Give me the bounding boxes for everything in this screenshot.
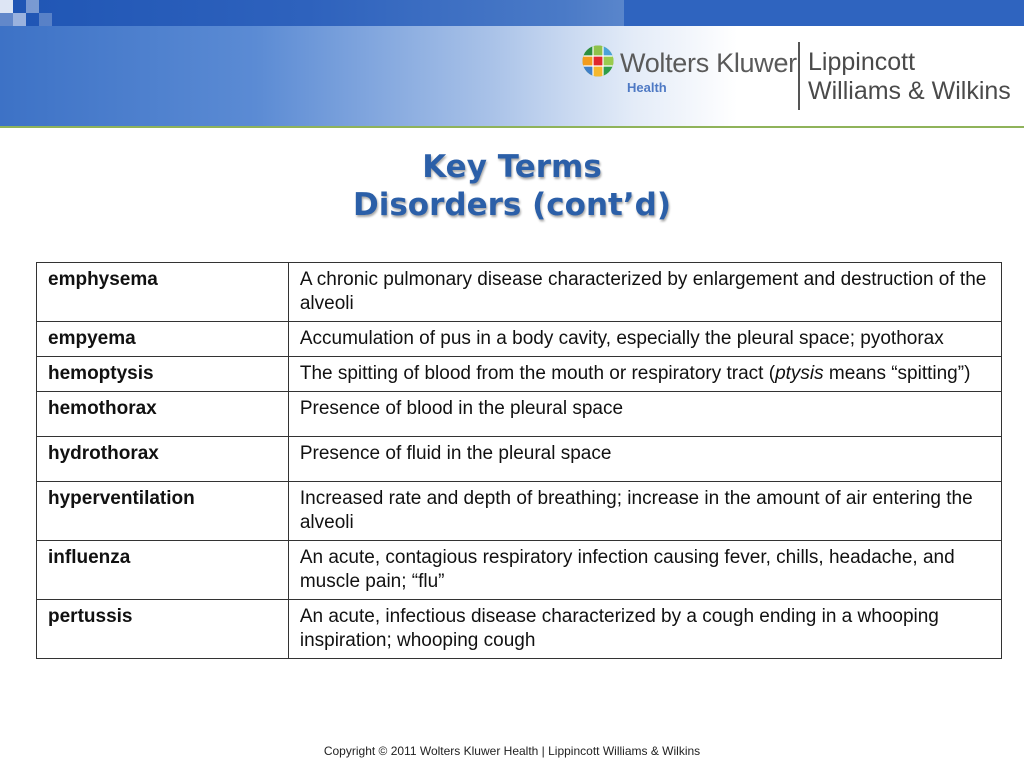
definition-cell: A chronic pulmonary disease characterized by enlargement and destruction of the alveoli xyxy=(288,263,1001,322)
decorative-square xyxy=(0,13,13,26)
term-cell: empyema xyxy=(37,322,289,357)
term-cell: emphysema xyxy=(37,263,289,322)
definition-italic-text: ptysis xyxy=(775,363,824,384)
definition-text: means “spitting”) xyxy=(823,363,971,384)
copyright-footer: Copyright © 2011 Wolters Kluwer Health | Lippincott Williams & Wilkins xyxy=(323,744,701,758)
definition-cell: An acute, contagious respiratory infection causing fever, chills, headache, and muscle pain; “flu” xyxy=(288,541,1001,600)
division-name: Health xyxy=(627,80,667,95)
table-row xyxy=(37,600,1002,659)
imprint-name xyxy=(808,48,1011,106)
logo-divider xyxy=(798,42,800,110)
table-row xyxy=(37,357,1002,392)
term-cell: hydrothorax xyxy=(37,437,289,482)
decorative-square xyxy=(39,13,52,26)
definition-cell: Accumulation of pus in a body cavity, especially the pleural space; pyothorax xyxy=(288,322,1001,357)
table-row xyxy=(37,392,1002,437)
header-banner xyxy=(0,0,1024,128)
table-row xyxy=(37,263,1002,322)
term-cell: influenza xyxy=(37,541,289,600)
header-divider-line xyxy=(0,126,1024,128)
decorative-square xyxy=(0,0,13,13)
table-row xyxy=(37,482,1002,541)
term-cell: hemoptysis xyxy=(37,357,289,392)
header-top-stripe-right xyxy=(624,0,1024,26)
table-row xyxy=(37,541,1002,600)
definition-cell: An acute, infectious disease characterized by a cough ending in a whooping inspiration; whooping cough xyxy=(288,600,1001,659)
definition-cell xyxy=(288,357,1001,392)
definition-cell: Presence of fluid in the pleural space xyxy=(288,437,1001,482)
definition-cell: Increased rate and depth of breathing; increase in the amount of air entering the alveoli xyxy=(288,482,1001,541)
imprint-line-2: Williams & Wilkins xyxy=(808,77,1011,105)
decorative-square xyxy=(26,0,39,13)
definition-text: The spitting of blood from the mouth or respiratory tract ( xyxy=(299,363,776,384)
imprint-line-1: Lippincott xyxy=(808,48,916,76)
key-terms-table xyxy=(36,262,1002,659)
table-row xyxy=(37,437,1002,482)
definition-cell: Presence of blood in the pleural space xyxy=(288,392,1001,437)
term-cell: pertussis xyxy=(37,600,289,659)
slide-title xyxy=(0,148,1024,224)
publisher-logo xyxy=(578,40,1018,116)
term-cell: hemothorax xyxy=(37,392,289,437)
globe-icon xyxy=(582,45,614,77)
slide-title-line-1: Key Terms xyxy=(422,149,602,185)
slide-title-line-2: Disorders (cont’d) xyxy=(352,187,671,223)
table-row xyxy=(37,322,1002,357)
term-cell: hyperventilation xyxy=(37,482,289,541)
decorative-square xyxy=(13,13,26,26)
company-name: Wolters Kluwer xyxy=(620,48,797,78)
